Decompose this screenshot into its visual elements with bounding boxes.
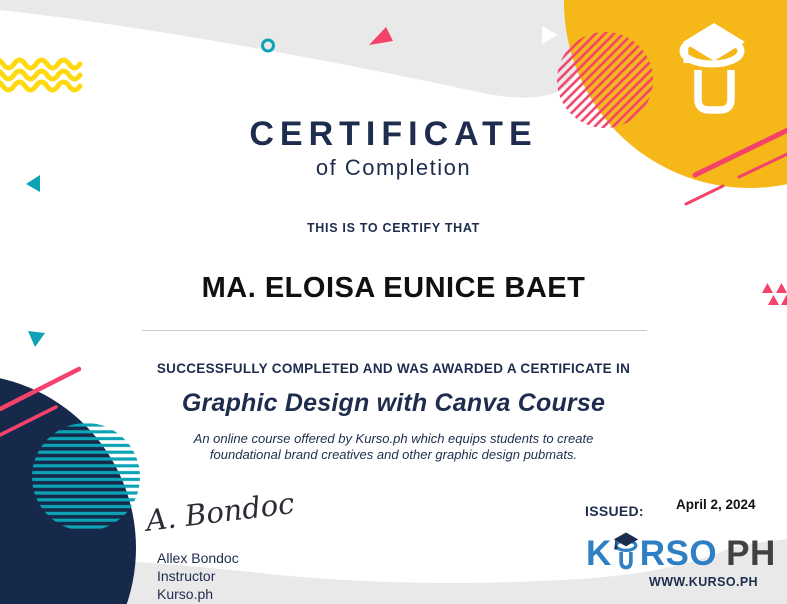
name-underline bbox=[142, 330, 647, 331]
course-description bbox=[0, 431, 787, 463]
teal-triangle-down bbox=[28, 331, 45, 347]
course-title: Graphic Design with Canva Course bbox=[181, 389, 606, 417]
logo-website: WWW.KURSO.PH bbox=[649, 575, 758, 589]
certify-line: THIS IS TO CERTIFY THAT bbox=[306, 221, 481, 235]
signer-role: Instructor bbox=[157, 568, 216, 584]
signer-name: Allex Bondoc bbox=[157, 550, 239, 566]
signer-organization: Kurso.ph bbox=[157, 586, 214, 602]
signature-script: A. Bondoc bbox=[143, 485, 297, 538]
award-line: SUCCESSFULLY COMPLETED AND WAS AWARDED A CERTIFICATE IN bbox=[156, 361, 631, 376]
logo-letters-rso: RSO bbox=[639, 534, 718, 573]
certificate-subtitle: of Completion bbox=[315, 155, 472, 180]
squiggle-lines bbox=[0, 60, 80, 90]
signature-block bbox=[157, 549, 239, 603]
top-gray-wave bbox=[0, 0, 606, 98]
kurso-logo bbox=[586, 531, 776, 573]
grad-cap-pillar-icon bbox=[613, 531, 639, 573]
course-description-line1: An online course offered by Kurso.ph which equips students to create bbox=[193, 431, 594, 446]
recipient-name: MA. ELOISA EUNICE BAET bbox=[201, 272, 586, 304]
pink-hatched-circle bbox=[557, 32, 653, 128]
issued-label: ISSUED: bbox=[585, 503, 644, 519]
logo-letters-ph: PH bbox=[726, 534, 776, 573]
course-description-line2: foundational brand creatives and other graphic design pubmats. bbox=[209, 447, 578, 462]
issued-date: April 2, 2024 bbox=[676, 497, 756, 512]
certificate-title: CERTIFICATE bbox=[249, 115, 538, 153]
logo-letter-k: K bbox=[586, 534, 612, 573]
